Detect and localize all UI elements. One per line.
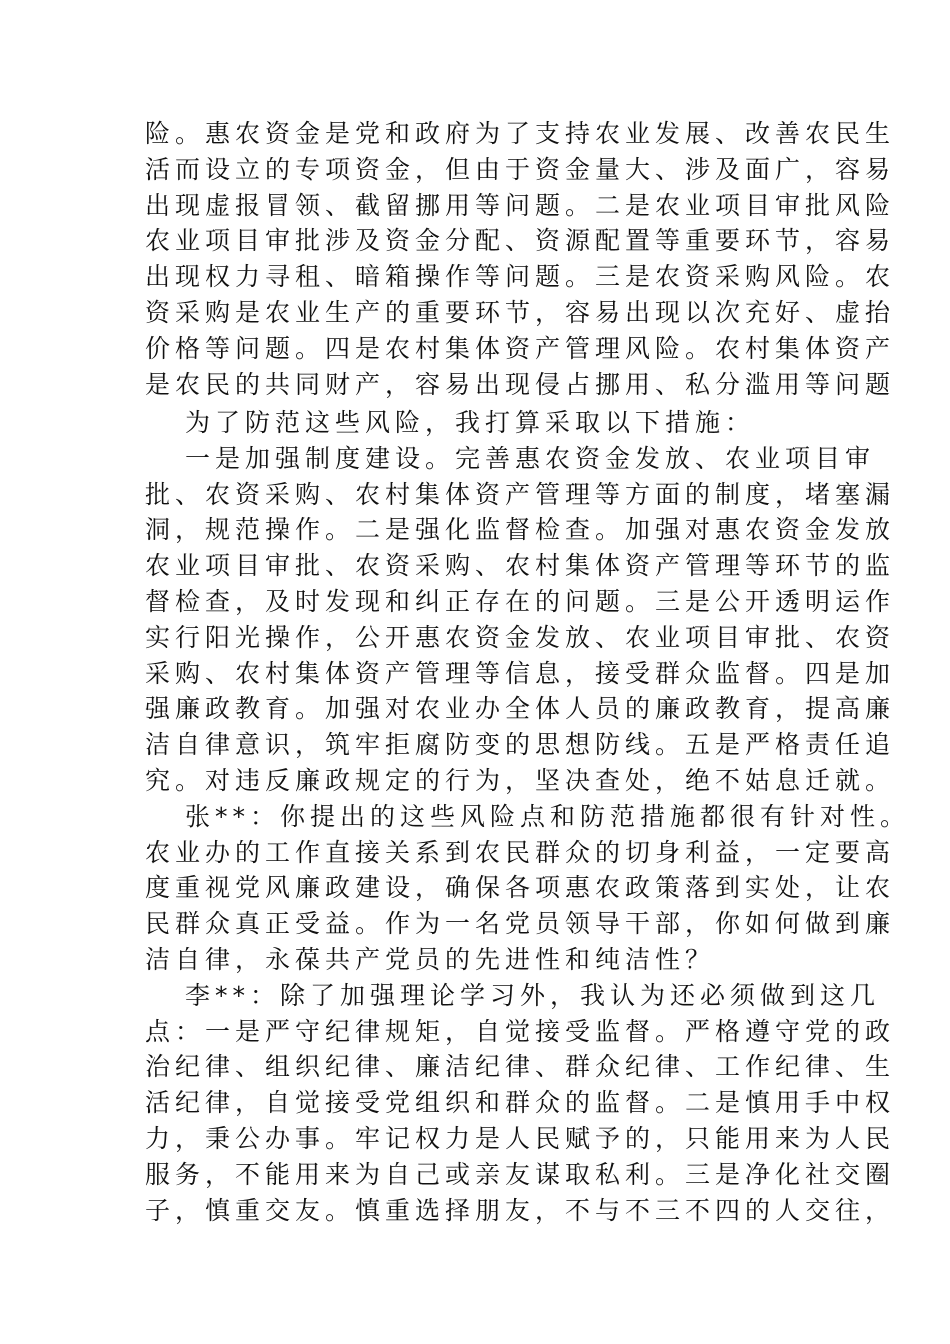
text-line: 险。惠农资金是党和政府为了支持农业发展、改善农民生 <box>145 119 896 148</box>
text-line: 农业项目审批、农资采购、农村集体资产管理等环节的监 <box>145 551 896 581</box>
text-line: 洁自律，永葆共产党员的先进性和纯洁性？ <box>145 944 716 974</box>
text-line: 农业项目审批涉及资金分配、资源配置等重要环节，容易 <box>145 226 896 256</box>
text-line: 价格等问题。四是农村集体资产管理风险。农村集体资产 <box>145 333 896 363</box>
text-line: 出现权力寻租、暗箱操作等问题。三是农资采购风险。农 <box>145 262 896 292</box>
text-line: 出现虚报冒领、截留挪用等问题。二是农业项目审批风险 <box>145 190 896 220</box>
text-line: 点：一是严守纪律规矩，自觉接受监督。严格遵守党的政 <box>145 1016 896 1046</box>
text-line: 是农民的共同财产，容易出现侵占挪用、私分滥用等问题 <box>145 369 896 399</box>
text-line: 强廉政教育。加强对农业办全体人员的廉政教育，提高廉 <box>145 694 896 724</box>
text-line: 民群众真正受益。作为一名党员领导干部，你如何做到廉 <box>145 909 896 939</box>
text-line: 李**：除了加强理论学习外，我认为还必须做到这几 <box>185 980 881 1010</box>
text-line: 子，慎重交友。慎重选择朋友，不与不三不四的人交往， <box>145 1195 896 1225</box>
text-line: 究。对违反廉政规定的行为，坚决查处，绝不姑息迁就。 <box>145 765 896 795</box>
text-line: 采购、农村集体资产管理等信息，接受群众监督。四是加 <box>145 658 896 688</box>
text-line: 批、农资采购、农村集体资产管理等方面的制度，堵塞漏 <box>145 479 896 509</box>
text-line: 洞，规范操作。二是强化监督检查。加强对惠农资金发放 <box>145 515 896 545</box>
text-line: 实行阳光操作，公开惠农资金发放、农业项目审批、农资 <box>145 622 896 652</box>
text-line: 活纪律，自觉接受党组织和群众的监督。二是慎用手中权 <box>145 1088 896 1118</box>
text-line: 为了防范这些风险，我打算采取以下措施： <box>185 408 756 437</box>
text-line: 农业办的工作直接关系到农民群众的切身利益，一定要高 <box>145 837 896 867</box>
text-line: 服务，不能用来为自己或亲友谋取私利。三是净化社交圈 <box>145 1159 896 1189</box>
text-line: 一是加强制度建设。完善惠农资金发放、农业项目审 <box>185 443 876 473</box>
text-line: 力，秉公办事。牢记权力是人民赋予的，只能用来为人民 <box>145 1123 896 1153</box>
text-line: 洁自律意识，筑牢拒腐防变的思想防线。五是严格责任追 <box>145 730 896 760</box>
text-line: 督检查，及时发现和纠正存在的问题。三是公开透明运作 <box>145 586 896 616</box>
paragraph-risks <box>145 116 896 402</box>
text-line: 度重视党风廉政建设，确保各项惠农政策落到实处，让农 <box>145 873 896 903</box>
text-line: 资采购是农业生产的重要环节，容易出现以次充好、虚抬 <box>145 297 896 327</box>
paragraph-measures-dialogue <box>145 405 911 1228</box>
text-line: 活而设立的专项资金，但由于资金量大、涉及面广，容易 <box>145 154 896 184</box>
text-line: 治纪律、组织纪律、廉洁纪律、群众纪律、工作纪律、生 <box>145 1052 896 1082</box>
text-line: 张**：你提出的这些风险点和防范措施都很有针对性。 <box>185 801 911 831</box>
